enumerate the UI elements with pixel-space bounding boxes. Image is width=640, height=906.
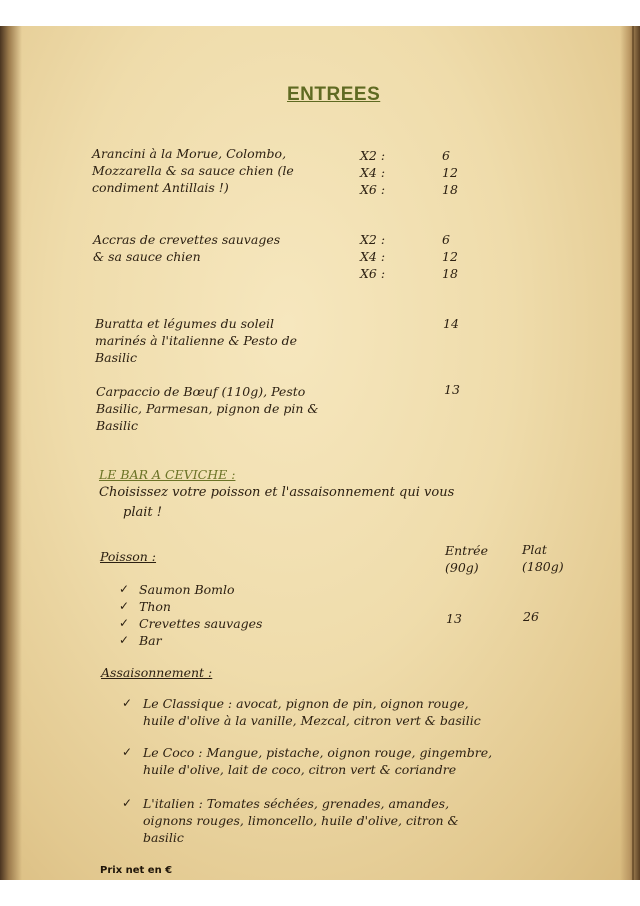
menu-page	[0, 26, 640, 880]
column-entree-weight: (90g)	[445, 560, 479, 575]
poisson-item: Bar	[139, 633, 162, 648]
check-icon: ✓	[122, 796, 133, 810]
ceviche-intro-line: Choisissez votre poisson et l'assaisonnement qui vous	[99, 485, 455, 500]
item-description-line: Carpaccio de Bœuf (110g), Pesto	[96, 384, 306, 399]
item-description-line: marinés à l'italienne & Pesto de	[95, 333, 297, 348]
check-icon: ✓	[122, 745, 133, 759]
item-description-line: Basilic	[96, 418, 139, 433]
assaisonnement-line: huile d'olive, lait de coco, citron vert & coriandre	[143, 762, 457, 777]
check-icon: ✓	[119, 633, 130, 647]
item-quantity: X4 :	[360, 165, 386, 180]
assaisonnement-line: huile d'olive à la vanille, Mezcal, citron vert & basilic	[143, 713, 481, 728]
column-entree-label: Entrée	[445, 543, 488, 558]
item-description-line: Basilic, Parmesan, pignon de pin &	[96, 401, 319, 416]
page-edge-right	[620, 26, 640, 880]
assaisonnement-line: basilic	[143, 830, 184, 845]
item-quantity: X2 :	[360, 232, 386, 247]
page-title: ENTREES	[287, 84, 381, 105]
item-price: 12	[442, 165, 458, 180]
assaisonnement-line: L'italien : Tomates séchées, grenades, amandes,	[143, 796, 450, 811]
item-quantity: X2 :	[360, 148, 386, 163]
check-icon: ✓	[119, 582, 130, 596]
item-price: 18	[442, 182, 458, 197]
item-description-line: Accras de crevettes sauvages	[93, 232, 281, 247]
ceviche-price-plat: 26	[523, 609, 539, 624]
poisson-item: Saumon Bomlo	[139, 582, 235, 597]
footer-note: Prix net en €	[100, 865, 173, 876]
check-icon: ✓	[122, 696, 133, 710]
item-description-line: Buratta et légumes du soleil	[95, 316, 274, 331]
item-description-line: condiment Antillais !)	[92, 180, 229, 195]
item-price: 6	[442, 148, 450, 163]
poisson-item: Thon	[139, 599, 171, 614]
item-price: 13	[444, 382, 460, 397]
assaisonnement-line: Le Coco : Mangue, pistache, oignon rouge, gingembre,	[143, 745, 493, 760]
item-price: 12	[442, 249, 458, 264]
ceviche-intro-line: plait !	[123, 505, 162, 520]
item-price: 14	[443, 316, 459, 331]
item-quantity: X6 :	[360, 266, 386, 281]
item-quantity: X6 :	[360, 182, 386, 197]
assaisonnement-line: Le Classique : avocat, pignon de pin, oignon rouge,	[143, 696, 469, 711]
check-icon: ✓	[119, 599, 130, 613]
ceviche-heading: LE BAR A CEVICHE :	[99, 467, 236, 482]
poisson-heading: Poisson :	[100, 549, 157, 564]
item-quantity: X4 :	[360, 249, 386, 264]
column-plat-label: Plat	[522, 542, 547, 557]
poisson-item: Crevettes sauvages	[139, 616, 263, 631]
assaisonnement-line: oignons rouges, limoncello, huile d'olive, citron &	[143, 813, 459, 828]
page-edge-left	[0, 26, 22, 880]
item-description-line: Mozzarella & sa sauce chien (le	[92, 163, 294, 178]
check-icon: ✓	[119, 616, 130, 630]
column-plat-weight: (180g)	[522, 559, 564, 574]
item-description-line: Arancini à la Morue, Colombo,	[92, 146, 287, 161]
ceviche-price-entree: 13	[446, 611, 462, 626]
item-description-line: Basilic	[95, 350, 138, 365]
assaisonnement-heading: Assaisonnement :	[101, 665, 213, 680]
item-price: 18	[442, 266, 458, 281]
item-description-line: & sa sauce chien	[93, 249, 201, 264]
item-price: 6	[442, 232, 450, 247]
